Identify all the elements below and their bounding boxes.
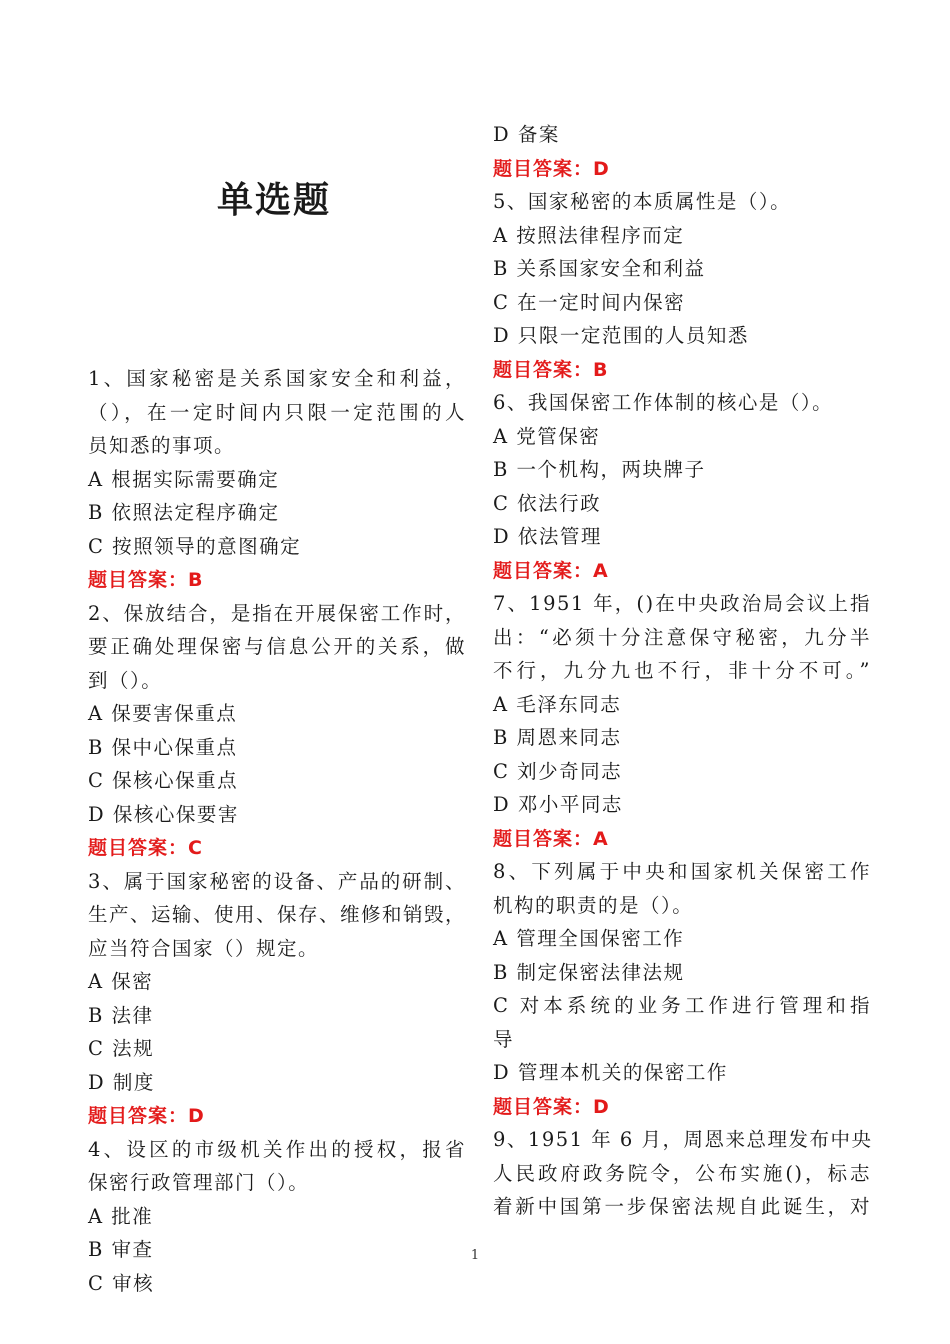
option-text: D 制度	[88, 1070, 155, 1094]
option-text: B 依照法定程序确定	[88, 501, 280, 524]
option-text: B 保中心保重点	[88, 735, 238, 759]
option-text: A 毛泽东同志	[493, 692, 622, 716]
option-text: C 依法行政	[493, 491, 602, 515]
option-text: C 审核	[88, 1271, 155, 1295]
option-text: C 在一定时间内保密	[493, 290, 686, 314]
answer-text: 题目答案：D	[88, 1105, 205, 1127]
question-text: 不行，九分九也不行，非十分不可。”	[493, 659, 871, 682]
question-text: 9、1951 年 6 月，周恩来总理发布中央	[493, 1128, 873, 1151]
question-text: 员知悉的事项。	[88, 434, 236, 457]
question-text: 人民政府政务院令，公布实施()，标志	[493, 1161, 871, 1185]
question-text: 5、国家秘密的本质属性是（）。	[493, 190, 792, 213]
question-text: （），在一定时间内只限一定范围的人	[88, 400, 466, 424]
question-text: 7、1951 年，()在中央政治局会议上指	[493, 592, 871, 615]
answer-text: 题目答案：D	[493, 157, 610, 180]
question-text: 出：“必须十分注意保守秘密，九分半	[493, 625, 871, 649]
answer-text: 题目答案：A	[493, 827, 609, 850]
answer-text: 题目答案：C	[88, 837, 203, 859]
option-text: 导	[493, 1027, 515, 1051]
option-text: C 法规	[88, 1037, 155, 1060]
page-title: 单选题	[217, 180, 332, 221]
answer-text: 题目答案：B	[493, 358, 609, 381]
option-text: A 保要害保重点	[88, 702, 238, 725]
option-text: B 法律	[88, 1003, 154, 1027]
question-text: 保密行政管理部门（）。	[88, 1171, 310, 1194]
option-text: A 党管保密	[493, 424, 601, 448]
option-text: D 保核心保要害	[88, 802, 239, 826]
option-text: C 对本系统的业务工作进行管理和指	[493, 994, 871, 1017]
option-text: D 只限一定范围的人员知悉	[493, 324, 749, 347]
option-text: B 制定保密法律法规	[493, 960, 685, 984]
option-text: C 保核心保重点	[88, 769, 239, 792]
option-text: D 邓小平同志	[493, 793, 623, 816]
question-text: 机构的职责的是（）。	[493, 893, 694, 917]
option-text: A 批准	[88, 1204, 154, 1228]
question-text: 1、国家秘密是关系国家安全和利益，	[88, 367, 466, 390]
question-text: 8、下列属于中央和国家机关保密工作	[493, 860, 871, 883]
option-text: B 一个机构，两块牌子	[493, 458, 706, 481]
question-text: 应当符合国家（）规定。	[88, 936, 320, 960]
option-text: A 按照法律程序而定	[493, 223, 685, 247]
option-text: C 按照领导的意图确定	[88, 534, 302, 558]
option-text: D 依法管理	[493, 525, 602, 548]
question-text: 2、保放结合，是指在开展保密工作时，	[88, 601, 466, 625]
option-text: A 根据实际需要确定	[88, 467, 280, 491]
question-text: 4、设区的市级机关作出的授权，报省	[88, 1137, 466, 1161]
option-text: A 保密	[88, 970, 154, 993]
option-text: D 管理本机关的保密工作	[493, 1061, 728, 1084]
question-text: 生产、运输、使用、保存、维修和销毁，	[88, 903, 467, 926]
answer-text: 题目答案：D	[493, 1095, 610, 1118]
question-text: 要正确处理保密与信息公开的关系，做	[88, 635, 466, 658]
question-text: 到（）。	[88, 668, 163, 692]
option-text: D 备案	[493, 123, 560, 146]
option-text: B 审查	[88, 1238, 154, 1261]
question-text: 3、属于国家秘密的设备、产品的研制、	[88, 869, 466, 893]
answer-text: 题目答案：A	[493, 559, 609, 582]
option-text: C 刘少奇同志	[493, 759, 623, 783]
question-text: 6、我国保密工作体制的核心是（）。	[493, 391, 834, 414]
question-text: 着新中国第一步保密法规自此诞生，对	[493, 1195, 871, 1218]
option-text: A 管理全国保密工作	[493, 927, 685, 950]
page-number: 1	[470, 1248, 480, 1263]
option-text: B 关系国家安全和利益	[493, 257, 706, 280]
answer-text: 题目答案：B	[88, 569, 204, 591]
option-text: B 周恩来同志	[493, 726, 622, 749]
